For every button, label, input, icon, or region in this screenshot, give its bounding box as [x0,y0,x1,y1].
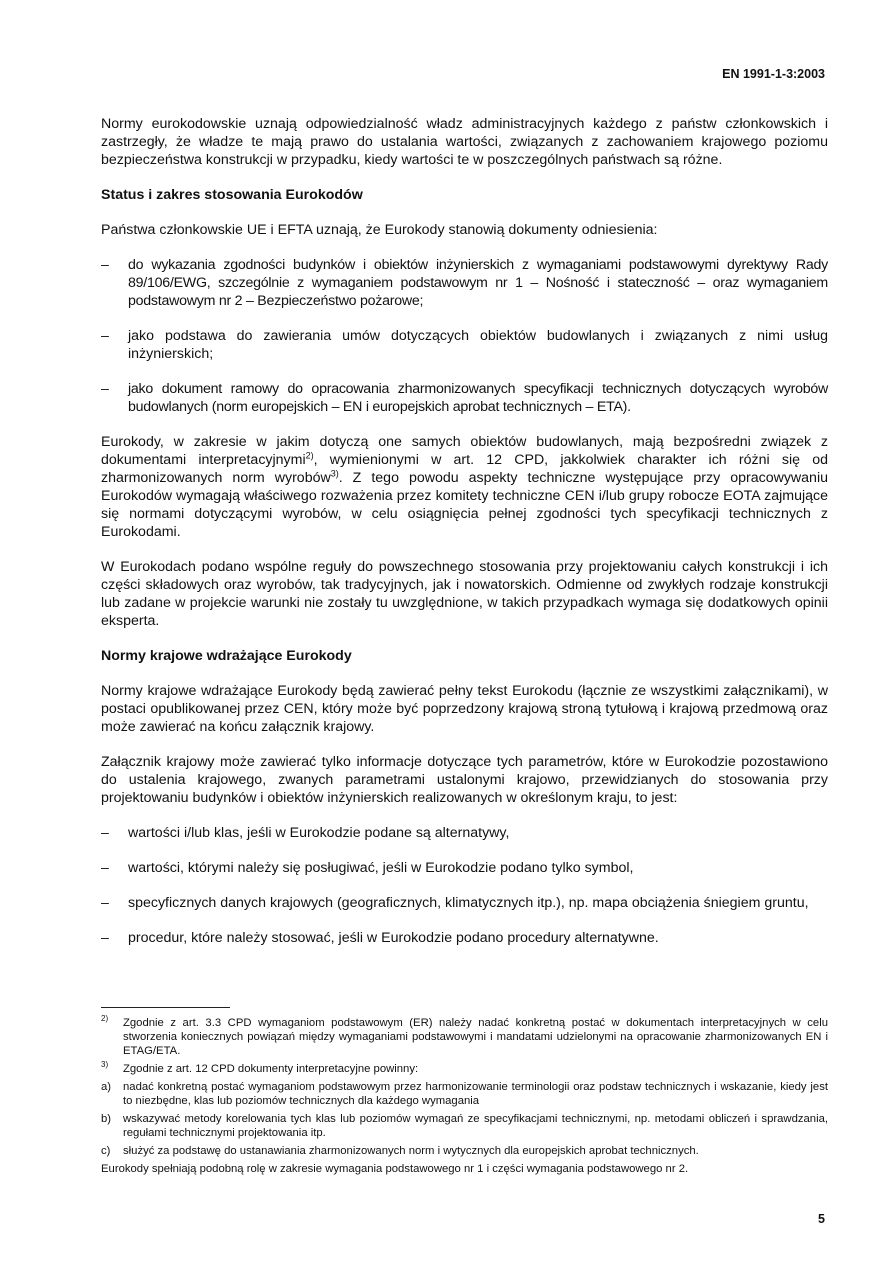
page-number: 5 [818,1212,825,1226]
list-item [101,824,828,842]
footnote-mark [101,1062,108,1076]
footnote-divider [101,1007,230,1008]
paragraph: Załącznik krajowy może zawierać tylko informacje dotyczące tych parametrów, które w Eurokodzie pozostawiono do ustalenia krajowego, zwanych parametrami ustalonymi krajowo, przewidzianych do stosowania przy projektowaniu budynków i obiektów inżynierskich realizowanych w określonym kraju, to jest: [101,754,828,806]
paragraph: Państwa członkowskie UE i EFTA uznają, że Eurokody stanowią dokumenty odniesienia: [101,222,658,238]
footnote-subitem-mark: b) [101,1113,112,1125]
footnote-subitem [101,1080,828,1108]
list-item [101,380,828,416]
footnote-subitem-mark: a) [101,1081,112,1093]
dash-bullet: – [101,930,109,946]
text-run: . Z tego powodu aspekty techniczne występujące przy opracowywaniu Eurokodów wymagają właściwego rozważenia przez komitety techniczne CEN i/lub grupy robocze EOTA zajmujące się normami dotyczącymi wyrobów, w celu osiągnięcia pełnej zgodności tych specyfikacji technicznych z Eurokodami. [101,470,828,540]
dash-bullet: – [101,825,109,841]
footnote-number: 3) [101,1060,109,1070]
footnote [101,1062,828,1076]
list-item [101,256,828,310]
footnote-subitem-text: wskazywać metody korelowania tych klas lub poziomów wymagań ze specyfikacjami technicznymi, np. metodami obliczeń i sprawdzania, regułami technicznymi projektowania itp. [123,1113,828,1139]
footnote-subitem-text: służyć za podstawę do ustanawiania zharmonizowanych norm i wytycznych dla europejskich aprobat technicznych. [123,1145,699,1157]
paragraph [101,433,828,541]
footnote-mark [101,1016,108,1030]
list-item-text: wartości i/lub klas, jeśli w Eurokodzie podane są alternatywy, [128,825,510,841]
footnote-ref: 2) [305,450,314,461]
footnote-subitem [101,1112,828,1140]
main-text [101,115,828,964]
footnote-subitem [101,1144,828,1158]
paragraph: Normy krajowe wdrażające Eurokody będą zawierać pełny tekst Eurokodu (łącznie ze wszystkimi załącznikami), w postaci opublikowanej przez CEN, który może być poprzedzony krajową stroną tytułową i krajową przedmową oraz może zawierać na końcu załącznik krajowy. [101,683,828,735]
footnote-text: Zgodnie z art. 12 CPD dokumenty interpretacyjne powinny: [123,1063,419,1075]
list-item [101,859,828,877]
paragraph: W Eurokodach podano wspólne reguły do powszechnego stosowania przy projektowaniu całych konstrukcji i ich części składowych oraz wyrobów, tak tradycyjnych, jak i nowatorskich. Odmienne od zwykłych rodzaje konstrukcji lub zadane w projekcie warunki nie zostały tu uwzględnione, w takich przypadkach wymaga się dodatkowych opinii eksperta. [101,559,828,629]
dash-bullet: – [101,328,109,344]
section-heading: Status i zakres stosowania Eurokodów [101,187,363,203]
footnote [101,1016,828,1058]
list-item-text: jako dokument ramowy do opracowania zharmonizowanych specyfikacji technicznych dotyczących wyrobów budowlanych (norm europejskich – EN i europejskich aprobat technicznych – ETA). [128,381,828,415]
footnote-subitem-text: nadać konkretną postać wymaganiom podstawowym przez harmonizowanie terminologii oraz podstaw technicznych i wskazanie, kiedy jest to niezbędne, klas lub poziomów technicznych dla każdego wymagania [123,1081,828,1107]
footnote-ref: 3) [330,468,339,479]
list-item [101,929,828,947]
document-header-id: EN 1991-1-3:2003 [722,67,825,81]
footnote-text: Zgodnie z art. 3.3 CPD wymaganiom podstawowym (ER) należy nadać konkretną postać w dokumentach interpretacyjnych w celu stworzenia koniecznych powiązań między wymaganiami podstawowymi i mandatami udzielonymi na opracowanie zharmonizowanych EN i ETAG/ETA. [123,1017,828,1057]
text-run: Eurokody, w zakresie w jakim dotyczą one samych obiektów budowlanych, mają bezpośredni związek z dokumentami interpretacyjnymi [101,434,828,468]
list-item-text: procedur, które należy stosować, jeśli w Eurokodzie podano procedury alternatywne. [128,930,659,946]
footnote-closing-text: Eurokody spełniają podobną rolę w zakresie wymagania podstawowego nr 1 i części wymagania podstawowego nr 2. [101,1163,689,1175]
paragraph: Normy eurokodowskie uznają odpowiedzialność władz administracyjnych każdego z państw członkowskich i zastrzegły, że władze te mają prawo do ustalania wartości, związanych z zachowaniem krajowego poziomu bezpieczeństwa konstrukcji w przypadku, kiedy wartości te w poszczególnych państwach są różne. [101,116,828,168]
dash-bullet: – [101,895,109,911]
footnote-number: 2) [101,1014,109,1024]
list-item-text: wartości, którymi należy się posługiwać, jeśli w Eurokodzie podano tylko symbol, [128,860,634,876]
list-item-text: specyficznych danych krajowych (geograficznych, klimatycznych itp.), np. mapa obciążenia śniegiem gruntu, [128,895,809,911]
dash-bullet: – [101,381,109,397]
list-item-text: do wykazania zgodności budynków i obiektów inżynierskich z wymaganiami podstawowymi dyrektywy Rady 89/106/EWG, szczególnie z wymaganiem podstawowym nr 1 – Nośność i stateczność – oraz wymaganiem podstawowym nr 2 – Bezpieczeństwo pożarowe; [128,257,828,309]
section-heading: Normy krajowe wdrażające Eurokody [101,648,352,664]
list-item-text: jako podstawa do zawierania umów dotyczących obiektów budowlanych i związanych z nimi usług inżynierskich; [128,328,828,362]
footnotes [101,1016,828,1176]
dash-bullet: – [101,860,109,876]
dash-bullet: – [101,257,109,273]
footnote-subitem-mark: c) [101,1145,111,1157]
list-item [101,894,828,912]
text-run: , wymienionymi w art. 12 CPD, jakkolwiek charakter ich różni się od zharmonizowanych norm wyrobów [101,452,828,486]
list-item [101,327,828,363]
